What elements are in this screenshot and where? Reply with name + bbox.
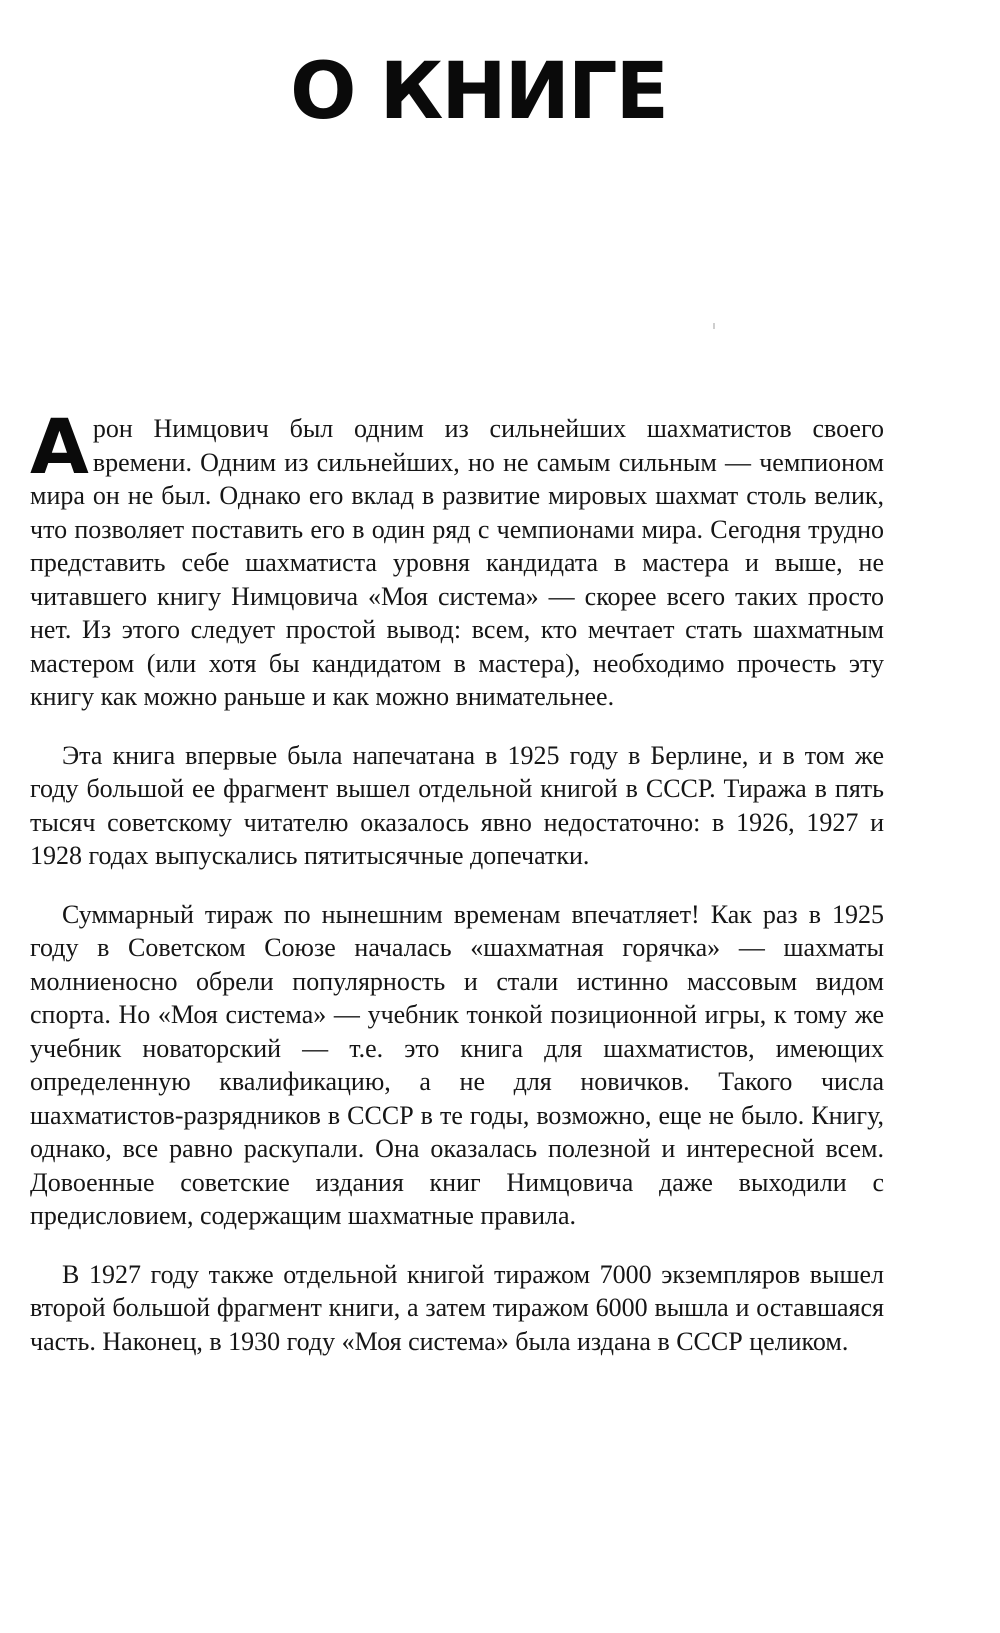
paragraph-1-text: рон Нимцович был одним из сильнейших шахматистов своего времени. Одним из сильнейших, но не самым сильным — чемпионом мира он не был. Однако его вклад в развитие мировых шахмат столь велик, что позволяет поставить его в один ряд с чемпионами мира. Сегодня трудно представить себе шахматиста уровня кандидата в мастера и выше, не читавшего книгу Нимцовича «Моя система» — скорее всего таких просто нет. Из этого следует простой вывод: всем, кто мечтает стать шахматным мастером (или хотя бы кандидатом в мастера), необходимо прочесть эту книгу как можно раньше и как можно внимательнее. (30, 414, 884, 711)
paragraph-3: Суммарный тираж по нынешним временам впечатляет! Как раз в 1925 году в Советском Союзе началась «шахматная горячка» — шахматы молниеносно обрели популярность и стали истинно массовым видом спорта. Но «Моя система» — учебник тонкой позиционной игры, к тому же учебник новаторский — т.е. это книга для шахматистов, имеющих определенную квалификацию, а не для новичков. Такого числа шахматистов-разрядников в СССР в те годы, возможно, еще не было. Книгу, однако, все равно раскупали. Она оказалась полезной и интересной всем. Довоенные советские издания книг Нимцовича даже выходили с предисловием, содержащим шахматные правила. (30, 899, 884, 1230)
paragraph-4: В 1927 году также отдельной книгой тиражом 7000 экземпляров вышел второй большой фрагмент книги, а затем тиражом 6000 вышла и оставшаяся часть. Наконец, в 1930 году «Моя система» была издана в СССР целиком. (30, 1259, 884, 1356)
drop-cap: А (30, 402, 89, 491)
paragraph-2: Эта книга впервые была напечатана в 1925 году в Берлине, и в том же году большой ее фрагмент вышел отдельной книгой в СССР. Тиража в пять тысяч советскому читателю оказалось явно недостаточно: в 1926, 1927 и 1928 годах выпускались пятитысячные допечатки. (30, 740, 884, 870)
scan-speck (713, 323, 715, 329)
page-title: О КНИГЕ (290, 47, 667, 137)
paragraph-1 (30, 402, 884, 714)
body-text (30, 402, 884, 1383)
